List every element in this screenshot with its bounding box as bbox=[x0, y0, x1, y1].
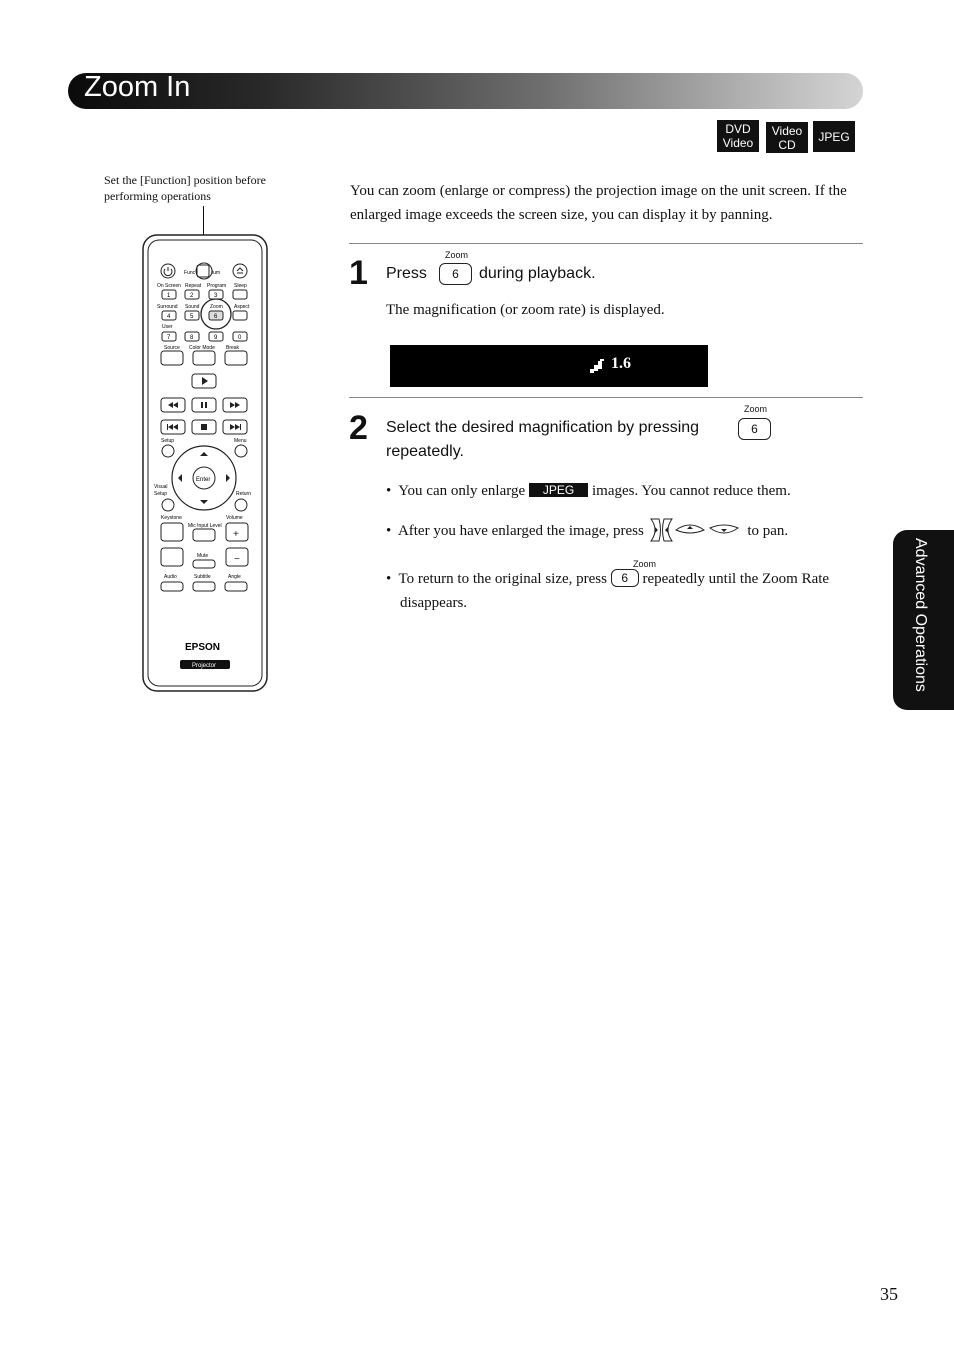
svg-text:Repeat: Repeat bbox=[185, 283, 202, 289]
svg-text:Source: Source bbox=[164, 345, 180, 351]
svg-text:Sound: Sound bbox=[185, 304, 200, 310]
zoom-key-6: 6 bbox=[738, 418, 771, 440]
zoom-icon bbox=[590, 359, 606, 373]
step-1-press: Press bbox=[386, 265, 427, 282]
svg-text:Angle: Angle bbox=[228, 574, 241, 580]
svg-text:Keystone: Keystone bbox=[161, 515, 182, 521]
svg-text:Sleep: Sleep bbox=[234, 283, 247, 289]
svg-text:Menu: Menu bbox=[234, 438, 247, 444]
svg-text:User: User bbox=[162, 324, 173, 330]
svg-text:2: 2 bbox=[190, 293, 194, 299]
intro-paragraph: You can zoom (enlarge or compress) the projection image on the unit screen. If the enlarged image exceeds the screen size, you can display it by panning. bbox=[350, 183, 847, 223]
remote-caption: Set the [Function] position before performing operations bbox=[104, 173, 266, 203]
page-title: Zoom In bbox=[84, 71, 191, 103]
svg-text:5: 5 bbox=[190, 314, 194, 320]
svg-text:+: + bbox=[233, 529, 239, 540]
zoom-rate-display bbox=[390, 345, 708, 387]
svg-text:3: 3 bbox=[214, 293, 218, 299]
svg-text:1: 1 bbox=[167, 293, 171, 299]
side-tab-label: Advanced Operations bbox=[912, 538, 929, 692]
svg-text:Setup: Setup bbox=[154, 491, 168, 497]
svg-text:Aspect: Aspect bbox=[234, 304, 250, 310]
divider bbox=[349, 397, 863, 398]
step-2-suffix: repeatedly. bbox=[386, 443, 464, 460]
svg-text:8: 8 bbox=[190, 335, 194, 341]
zoom-key-6: 6 bbox=[611, 569, 639, 587]
svg-text:On Screen: On Screen bbox=[157, 283, 181, 289]
zoom-key-label: Zoom bbox=[445, 250, 469, 260]
svg-text:EPSON: EPSON bbox=[185, 642, 221, 653]
svg-text:Mic Input Level: Mic Input Level bbox=[188, 523, 222, 529]
zoom-rate-value: 1.6 bbox=[611, 355, 631, 372]
divider bbox=[349, 243, 863, 244]
svg-text:Subtitle: Subtitle bbox=[194, 574, 211, 580]
dvd-video-badge: DVD Video bbox=[717, 120, 759, 152]
svg-text:7: 7 bbox=[167, 335, 171, 341]
svg-text:Setup: Setup bbox=[161, 438, 175, 444]
arrow-keys-icon bbox=[648, 517, 744, 543]
svg-text:lum: lum bbox=[212, 270, 221, 276]
svg-text:Enter: Enter bbox=[196, 477, 211, 483]
svg-text:Zoom: Zoom bbox=[210, 304, 223, 310]
svg-text:Break: Break bbox=[226, 345, 240, 351]
step-2-text: Select the desired magnification by pressing bbox=[386, 419, 700, 436]
jpeg-badge: JPEG bbox=[813, 121, 855, 152]
step-1-suffix: during playback. bbox=[479, 265, 596, 282]
svg-text:Return: Return bbox=[236, 491, 252, 497]
svg-text:Color Mode: Color Mode bbox=[189, 345, 215, 351]
jpeg-inline-badge: JPEG bbox=[529, 483, 588, 497]
svg-text:−: − bbox=[234, 554, 240, 565]
svg-text:Projector: Projector bbox=[192, 663, 217, 669]
step-2-number: 2 bbox=[349, 409, 368, 447]
page-number: 35 bbox=[880, 1284, 898, 1304]
zoom-key-label: Zoom bbox=[744, 404, 768, 414]
svg-text:Surround: Surround bbox=[157, 304, 178, 310]
svg-text:Visual: Visual bbox=[154, 484, 168, 490]
section-side-tab bbox=[893, 530, 954, 710]
step-1-note: The magnification (or zoom rate) is displayed. bbox=[386, 302, 665, 318]
svg-text:6: 6 bbox=[214, 314, 218, 320]
svg-text:Func: Func bbox=[184, 270, 196, 276]
zoom-key-6: 6 bbox=[439, 263, 472, 285]
step-1-number: 1 bbox=[349, 254, 368, 292]
video-cd-badge: Video CD bbox=[766, 122, 808, 153]
bullet-item: • To return to the original size, press 6 repeatedly until the Zoom Rate disappears. bbox=[386, 571, 830, 611]
bullet-item: • You can only enlarge JPEG images. You cannot reduce them. bbox=[386, 483, 791, 499]
svg-text:4: 4 bbox=[167, 314, 171, 320]
svg-text:Mute: Mute bbox=[197, 553, 209, 559]
svg-text:0: 0 bbox=[238, 335, 242, 341]
svg-text:9: 9 bbox=[214, 335, 218, 341]
remote-control-illustration bbox=[140, 232, 270, 694]
svg-text:Program: Program bbox=[207, 283, 227, 289]
zoom-key-label: Zoom bbox=[633, 559, 657, 569]
svg-text:Audio: Audio bbox=[164, 574, 177, 580]
bullet-item: • After you have enlarged the image, press to pan. bbox=[386, 517, 856, 543]
svg-text:Volume: Volume bbox=[226, 515, 243, 521]
